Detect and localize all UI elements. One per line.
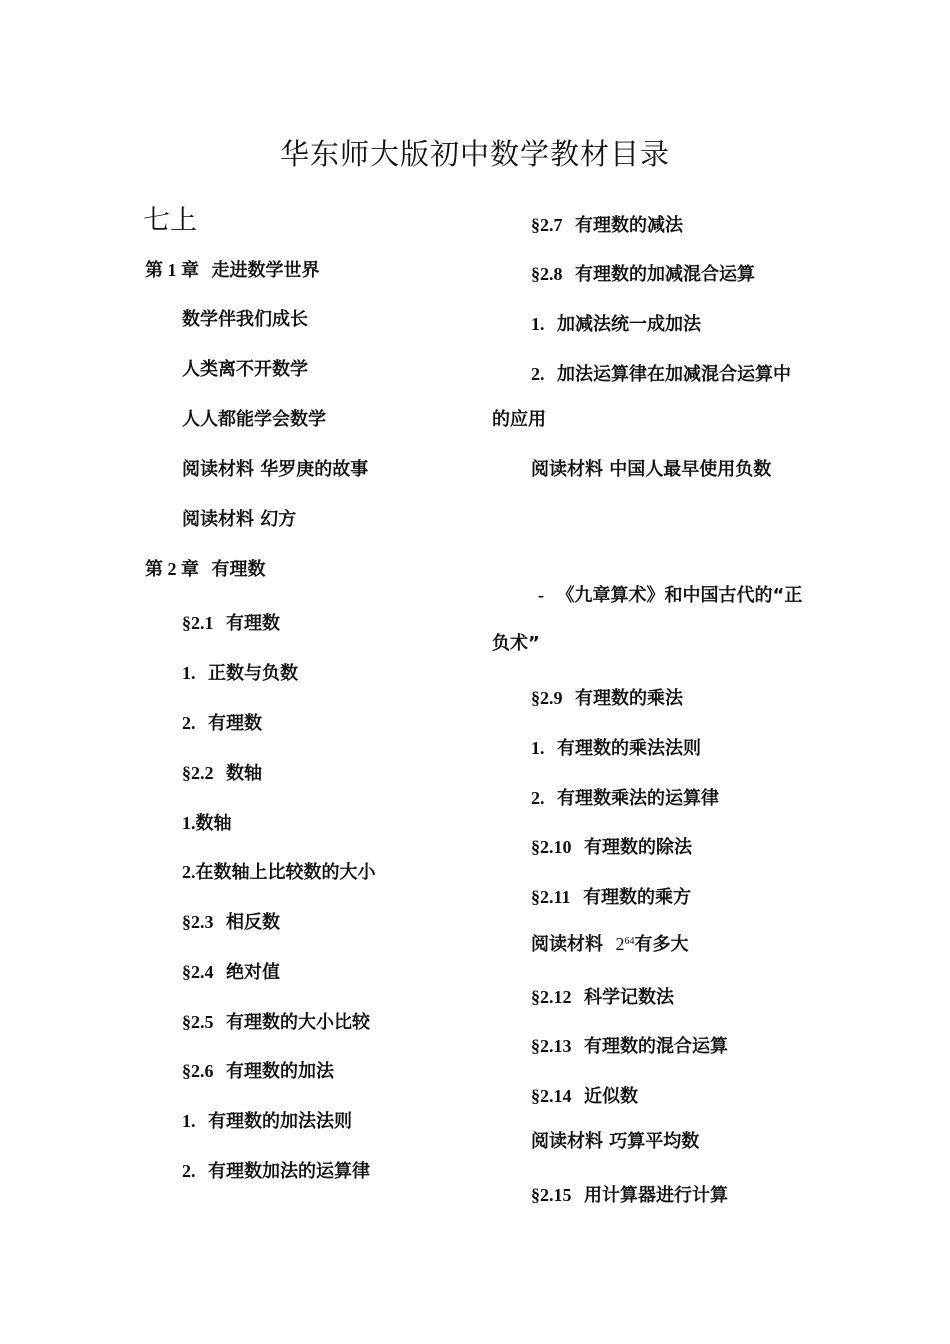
power-exponent: 64 <box>624 936 635 947</box>
toc-text: 有理数加法的运算律 <box>208 1161 371 1182</box>
toc-text: 近似数 <box>584 1086 639 1107</box>
toc-prefix: §2.15 <box>531 1185 572 1205</box>
toc-continuation <box>492 409 546 431</box>
grade-heading: 七上 <box>143 205 197 236</box>
toc-text: 有多大 <box>634 934 689 955</box>
toc-subsection <box>182 812 232 835</box>
toc-section <box>182 911 280 934</box>
toc-prefix: 1. <box>531 738 545 758</box>
toc-prefix: 1. <box>182 813 196 833</box>
toc-entry <box>538 584 802 607</box>
toc-section <box>531 1085 638 1108</box>
toc-text: 有理数的减法 <box>575 215 684 236</box>
toc-entry <box>531 1131 699 1153</box>
toc-subsection <box>531 313 701 336</box>
toc-prefix: 2. <box>531 364 545 384</box>
toc-section <box>531 836 692 859</box>
toc-section <box>182 612 280 635</box>
toc-prefix: 2. <box>182 713 196 733</box>
toc-text: 数学伴我们成长 <box>182 309 308 330</box>
toc-entry <box>531 931 689 956</box>
toc-text: 阅读材料 华罗庚的故事 <box>182 459 369 480</box>
toc-subsection <box>182 1160 370 1183</box>
toc-text: 正数与负数 <box>208 663 299 684</box>
toc-prefix: §2.3 <box>182 912 214 932</box>
toc-subsection <box>182 712 262 735</box>
toc-prefix: 2. <box>182 1161 196 1181</box>
toc-text: 有理数 <box>211 559 266 580</box>
toc-prefix: 2. <box>531 788 545 808</box>
toc-text: 有理数的大小比较 <box>226 1012 371 1033</box>
toc-text: 有理数乘法的运算律 <box>557 788 720 809</box>
toc-prefix: §2.1 <box>182 613 214 633</box>
toc-prefix: 1. <box>531 314 545 334</box>
toc-entry <box>182 409 326 431</box>
toc-subsection <box>182 861 376 884</box>
toc-section <box>531 263 755 286</box>
chapter-1-heading <box>145 259 320 282</box>
toc-section <box>531 214 683 237</box>
toc-text: 阅读材料 巧算平均数 <box>531 1131 700 1152</box>
toc-text: 走进数学世界 <box>211 260 320 281</box>
toc-section <box>182 1060 334 1083</box>
toc-section <box>531 1035 728 1058</box>
toc-entry <box>182 359 308 381</box>
toc-text: 数轴 <box>195 813 232 834</box>
toc-text: 有理数的加法 <box>226 1061 335 1082</box>
toc-text: 数轴 <box>226 763 263 784</box>
toc-prefix: §2.2 <box>182 763 214 783</box>
toc-text: 《九章算术》和中国古代的“正 <box>556 585 803 606</box>
toc-text: 有理数的乘法 <box>575 688 684 709</box>
toc-prefix: §2.12 <box>531 987 572 1007</box>
toc-prefix: §2.6 <box>182 1061 214 1081</box>
toc-entry <box>182 509 296 531</box>
toc-prefix: §2.13 <box>531 1036 572 1056</box>
toc-prefix: - <box>538 585 544 605</box>
toc-prefix: §2.11 <box>531 887 571 907</box>
toc-text: 加减法统一成加法 <box>557 314 702 335</box>
power-base: 2 <box>615 934 625 954</box>
toc-prefix: §2.4 <box>182 962 214 982</box>
toc-prefix: 第 1 章 <box>145 260 199 280</box>
toc-text: 阅读材料 中国人最早使用负数 <box>531 459 772 480</box>
toc-text: 阅读材料 幻方 <box>182 509 297 530</box>
toc-continuation <box>492 633 540 655</box>
toc-text: 用计算器进行计算 <box>584 1185 729 1206</box>
toc-prefix: §2.8 <box>531 264 563 284</box>
toc-section <box>531 1184 728 1207</box>
toc-prefix: 1. <box>182 1111 196 1131</box>
page-title: 华东师大版初中数学教材目录 <box>279 137 670 171</box>
toc-text: 人类离不开数学 <box>182 359 308 380</box>
toc-section <box>182 762 262 785</box>
chapter-2-heading <box>145 558 266 581</box>
toc-prefix: §2.10 <box>531 837 572 857</box>
toc-text: 绝对值 <box>226 962 281 983</box>
toc-section <box>531 986 674 1009</box>
toc-subsection <box>182 662 298 685</box>
toc-text: 科学记数法 <box>584 987 675 1008</box>
toc-text: 有理数的加法法则 <box>208 1111 353 1132</box>
toc-section <box>182 1011 370 1034</box>
toc-section <box>531 886 691 909</box>
toc-text: 有理数 <box>226 613 281 634</box>
toc-prefix: 2. <box>182 862 196 882</box>
toc-entry <box>182 309 308 331</box>
toc-text: 人人都能学会数学 <box>182 409 326 430</box>
toc-prefix: §2.9 <box>531 688 563 708</box>
toc-entry <box>531 459 771 481</box>
toc-prefix: 1. <box>182 663 196 683</box>
toc-text: 有理数的混合运算 <box>584 1036 729 1057</box>
toc-section <box>531 687 683 710</box>
toc-text: 的应用 <box>492 409 546 430</box>
toc-prefix: §2.5 <box>182 1012 214 1032</box>
toc-text: 有理数的除法 <box>584 837 693 858</box>
toc-subsection <box>182 1110 352 1133</box>
toc-subsection <box>531 787 719 810</box>
toc-prefix: §2.14 <box>531 1086 572 1106</box>
toc-text: 相反数 <box>226 912 281 933</box>
toc-prefix: 阅读材料 <box>531 934 603 955</box>
toc-section <box>182 961 280 984</box>
toc-entry <box>182 459 368 481</box>
toc-prefix: §2.7 <box>531 215 563 235</box>
toc-text: 加法运算律在加减混合运算中 <box>557 364 792 385</box>
toc-text: 在数轴上比较数的大小 <box>195 862 376 883</box>
toc-subsection <box>531 363 791 386</box>
toc-text: 负术” <box>492 633 540 654</box>
toc-prefix: 第 2 章 <box>145 559 199 579</box>
toc-text: 有理数的加减混合运算 <box>575 264 756 285</box>
toc-text: 有理数 <box>208 713 263 734</box>
toc-subsection <box>531 737 701 760</box>
toc-text: 有理数的乘方 <box>583 887 692 908</box>
toc-text: 有理数的乘法法则 <box>557 738 702 759</box>
